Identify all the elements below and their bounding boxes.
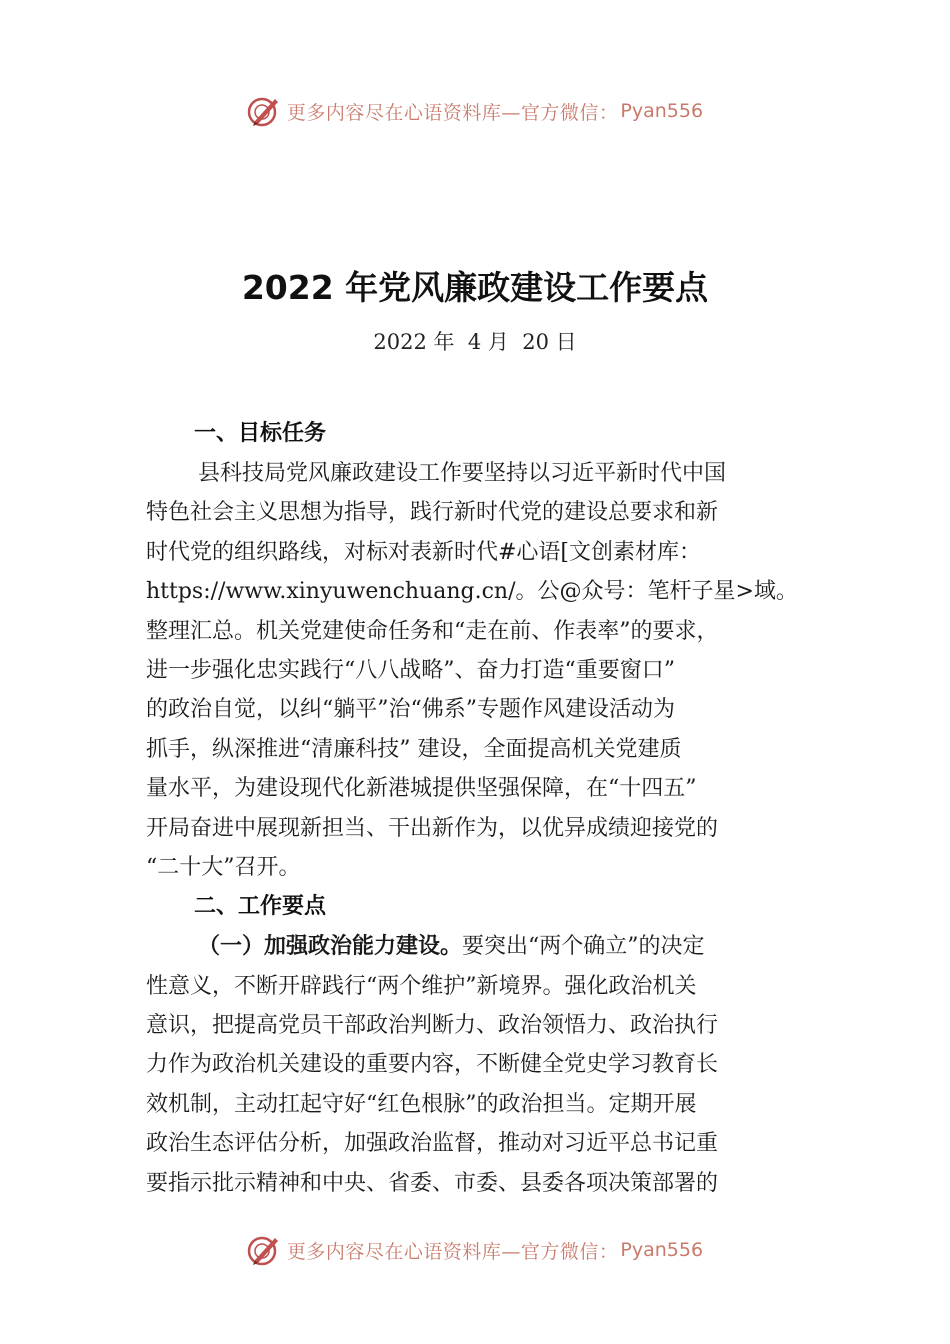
pen-logo-icon	[247, 94, 281, 128]
paragraph-line: 力作为政治机关建设的重要内容，不断健全党史学习教育长	[146, 1052, 719, 1078]
paragraph-line: 时代党的组织路线，对标对表新时代#心语[文创素材库：	[146, 539, 702, 565]
paragraph-line: 整理汇总。机关党建使命任务和“走在前、作表率”的要求，	[146, 618, 719, 644]
paragraph-line: 县科技局党风廉政建设工作要坚持以习近平新时代中国	[198, 461, 727, 486]
paragraph-text: 要突出“两个确立”的决定	[462, 934, 705, 960]
paragraph-line: 特色社会主义思想为指导，践行新时代党的建设总要求和新	[146, 500, 719, 526]
paragraph-line: https://www.xinyuwenchuang.cn/。公@众号：笔杆子星>域。	[146, 579, 798, 605]
paragraph-line: 开局奋进中展现新担当、干出新作为，以优异成绩迎接党的	[146, 815, 719, 841]
paragraph-line: 要指示批示精神和中央、省委、市委、县委各项决策部署的	[146, 1170, 719, 1196]
watermark-wechat-id: Pyan556	[620, 1239, 704, 1261]
watermark-text: 更多内容尽在心语资料库—官方微信：	[286, 1240, 619, 1263]
paragraph-line: 性意义，不断开辟践行“两个维护”新境界。强化政治机关	[146, 973, 697, 999]
section-heading-goals: 一、目标任务	[194, 421, 327, 446]
paragraph-line: 抓手，纵深推进“清廉科技” 建设，全面提高机关党建质	[146, 736, 682, 762]
paragraph-line: 量水平，为建设现代化新港城提供坚强保障，在“十四五”	[146, 776, 697, 802]
watermark-banner-top	[0, 94, 950, 128]
pen-logo-icon	[247, 1233, 281, 1267]
paragraph-line: 进一步强化忠实践行“八八战略”、奋力打造“重要窗口”	[146, 657, 675, 683]
paragraph-line: “二十大”召开。	[146, 854, 301, 880]
sub-heading-political-capacity: （一）加强政治能力建设。	[198, 934, 463, 960]
document-title: 2022 年党风廉政建设工作要点	[241, 268, 709, 307]
document-body	[146, 414, 812, 1203]
paragraph-line: 意识，把提高党员干部政治判断力、政治领悟力、政治执行	[146, 1013, 719, 1039]
section-heading-work-points: 二、工作要点	[194, 894, 327, 920]
paragraph-line: 的政治自觉，以纠“躺平”治“佛系”专题作风建设活动为	[146, 697, 675, 723]
watermark-banner-bottom	[0, 1233, 950, 1267]
document-date: 2022 年 4 月 20 日	[373, 330, 577, 354]
paragraph-line: 政治生态评估分析，加强政治监督，推动对习近平总书记重	[146, 1131, 719, 1157]
watermark-text: 更多内容尽在心语资料库—官方微信：	[286, 101, 619, 124]
paragraph-line	[146, 927, 812, 966]
paragraph-line: 效机制，主动扛起守好“红色根脉”的政治担当。定期开展	[146, 1091, 697, 1117]
watermark-wechat-id: Pyan556	[620, 100, 704, 122]
